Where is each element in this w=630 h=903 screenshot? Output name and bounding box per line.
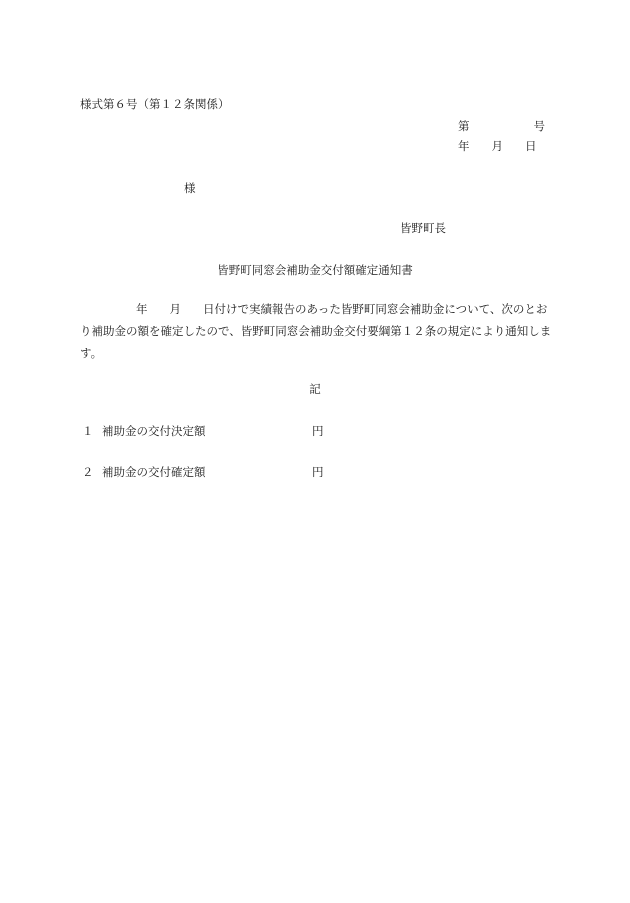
form-number: 様式第６号（第１２条関係）: [80, 97, 230, 111]
date-day: 日: [525, 139, 537, 153]
date-month: 月: [491, 139, 503, 153]
body-paragraph: [80, 298, 554, 364]
document-number-suffix: 号: [533, 119, 545, 133]
body-year: 年: [136, 302, 148, 316]
document-number-prefix: 第: [458, 119, 470, 133]
addressee: 様: [184, 181, 196, 195]
body-month: 月: [169, 302, 181, 316]
ki-heading: 記: [309, 382, 321, 396]
item-decided-amount: [82, 423, 324, 439]
item-number: ２: [82, 465, 94, 479]
issue-date: [458, 138, 537, 154]
issuer: 皆野町長: [400, 221, 446, 235]
item-unit: 円: [312, 424, 324, 438]
item-label: 補助金の交付確定額: [102, 465, 206, 479]
document-title: 皆野町同窓会補助金交付額確定通知書: [217, 263, 413, 277]
body-text: 日付けで実績報告のあった皆野町同窓会補助金について、次のとおり補助金の額を確定したので、皆野町同窓会補助金交付要綱第１２条の規定により通知します。: [80, 302, 552, 360]
item-label: 補助金の交付決定額: [102, 424, 206, 438]
document-number: [458, 118, 545, 134]
item-confirmed-amount: [82, 464, 324, 480]
date-year: 年: [458, 139, 470, 153]
item-number: １: [82, 424, 94, 438]
item-unit: 円: [312, 465, 324, 479]
